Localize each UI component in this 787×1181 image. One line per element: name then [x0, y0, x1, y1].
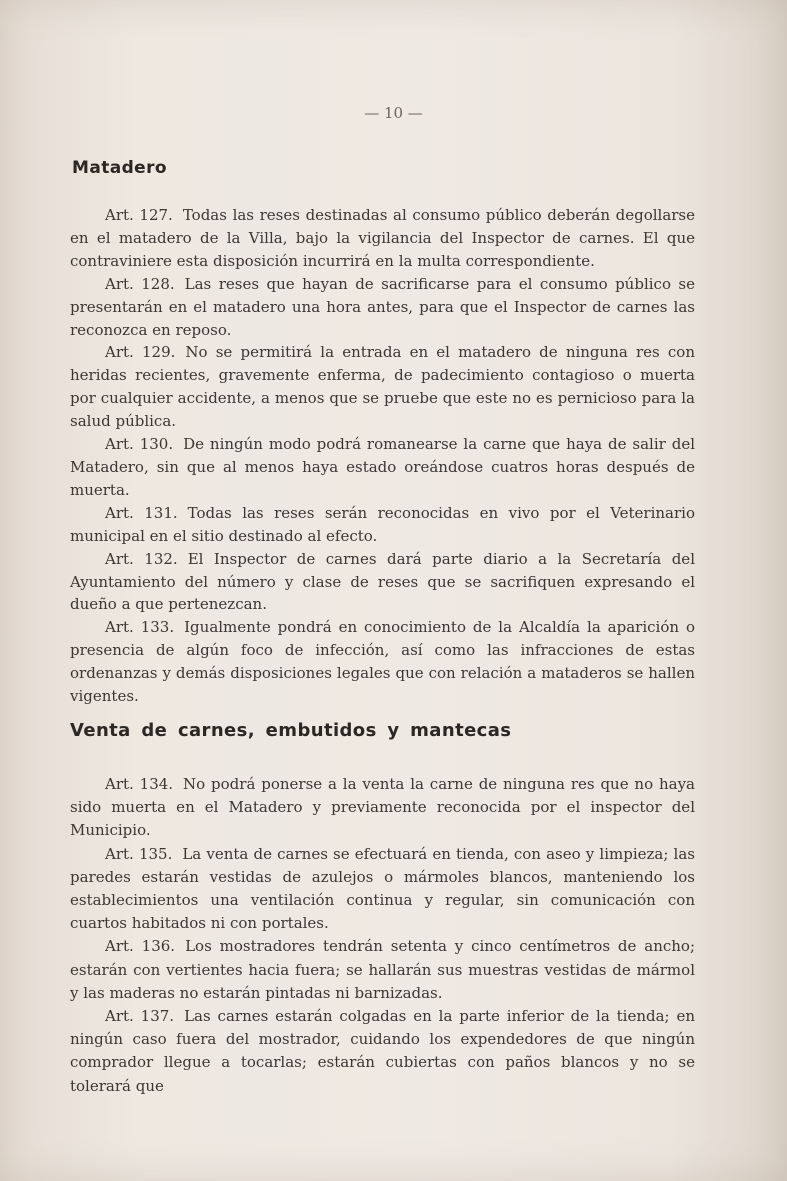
article-text: Todas las reses serán reconocidas en vivo por el Veterinario municipal en el sitio destinado al efecto. [70, 503, 696, 545]
article-number: Art. 127. [105, 206, 173, 224]
article-text: Los mostradores tendrán setenta y cinco centímetros de ancho; estarán con vertientes hacia fuera; se hallarán sus muestras vestidas de mármol y las maderas no estarán pintadas ni barnizadas. [70, 937, 695, 1002]
article-paragraph [70, 341, 695, 433]
article-text: Todas las reses destinadas al consumo público deberán degollarse en el matadero de la Villa, bajo la vigilancia del Inspector de carnes. El que contraviniere esta disposición incurrirá en la multa correspondiente. [70, 206, 696, 270]
section-body-venta [70, 773, 695, 1098]
article-number: Art. 130. [105, 435, 174, 454]
page-number: — 10 — [364, 104, 423, 122]
article-text: De ningún modo podrá romanearse la carne que haya de salir del Matadero, sin que al menos haya estado oreándose cuatros horas después de muerta. [70, 435, 695, 499]
article-paragraph [70, 1005, 695, 1098]
article-paragraph [70, 616, 695, 708]
article-number: Art. 134. [105, 775, 174, 793]
article-number: Art. 135. [105, 844, 173, 863]
section-title-matadero: Matadero [72, 158, 167, 178]
article-number: Art. 137. [105, 1007, 175, 1026]
article-text: Las reses que hayan de sacrificarse para el consumo público se presentarán en el matadero una hora antes, para que el Inspector de carnes las reconozca en reposo. [70, 274, 695, 339]
article-paragraph [70, 502, 695, 548]
article-paragraph [70, 433, 695, 502]
article-text: La venta de carnes se efectuará en tienda, con aseo y limpieza; las paredes estarán vestidas de azulejos o mármoles blancos, manteniendo los establecimientos una ventilación continua y regular, sin comunicación con cuartos habitados ni con portales. [70, 844, 695, 933]
article-number: Art. 129. [105, 343, 176, 362]
article-text: Las carnes estarán colgadas en la parte inferior de la tienda; en ningún caso fuera del mostrador, cuidando los expendedores de que ningún comprador llegue a tocarlas; estarán cubiertas con paños blancos y no se tolerará que [70, 1007, 696, 1095]
article-paragraph [70, 773, 695, 843]
article-number: Art. 128. [105, 274, 175, 293]
article-paragraph [70, 843, 695, 936]
article-number: Art. 133. [105, 618, 175, 637]
article-text: Igualmente pondrá en conocimiento de la Alcaldía la aparición o presencia de algún foco de infección, así como las infracciones de estas ordenanzas y demás disposiciones legales que con relación a mataderos se hallen vigentes. [70, 618, 695, 706]
article-text: No podrá ponerse a la venta la carne de ninguna res que no haya sido muerta en el Matadero y previamente reconocida por el inspector del Municipio. [70, 775, 695, 840]
section-title-venta: Venta de carnes, embutidos y mantecas [70, 720, 512, 741]
article-number: Art. 136. [105, 937, 176, 956]
article-paragraph [70, 935, 695, 1005]
section-body-matadero [70, 204, 695, 708]
article-text: No se permitirá la entrada en el matadero de ninguna res con heridas recientes, gravemente enferma, de padecimiento contagioso o muerta por cualquier accidente, a menos que se pruebe que este no es pernicioso para la salud pública. [70, 343, 695, 431]
article-text: El Inspector de carnes dará parte diario a la Secretaría del Ayuntamiento del número y clase de reses que se sacrifiquen expresando el dueño a que pertenezcan. [70, 549, 695, 614]
article-paragraph [70, 273, 695, 342]
article-paragraph [70, 548, 695, 617]
article-paragraph [70, 204, 695, 273]
article-number: Art. 131. [105, 503, 178, 522]
article-number: Art. 132. [105, 549, 178, 568]
